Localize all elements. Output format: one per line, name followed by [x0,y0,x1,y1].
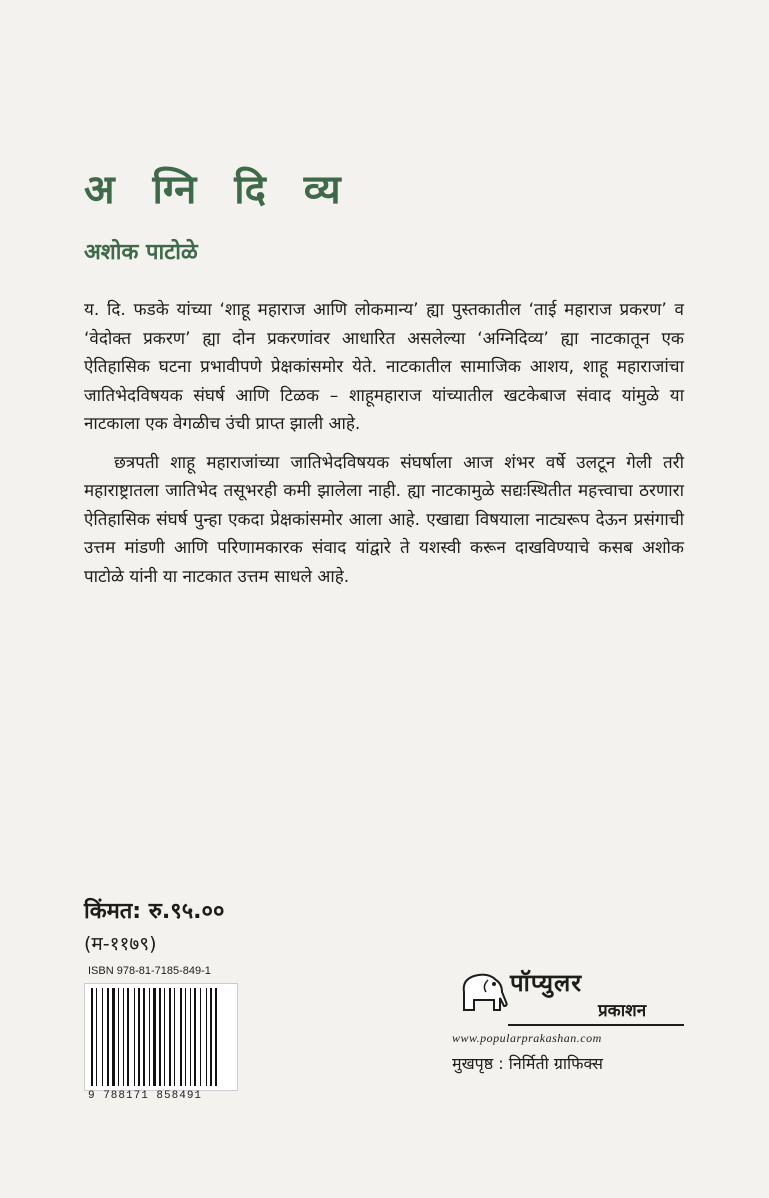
publisher-subname: प्रकाशन [598,1001,647,1021]
blurb-paragraph-2: छत्रपती शाहू महाराजांच्या जातिभेदविषयक संघर्षाला आज शंभर वर्षे उलटून गेली तरी महाराष्ट्रातला जातिभेद तसूभरही कमी झालेला नाही. ह्या नाटकामुळे सद्यःस्थितीत महत्त्वाचा ठरणारा ऐतिहासिक संघर्ष पुन्हा एकदा प्रेक्षकांसमोर आला आहे. एखाद्या विषयाला नाट्यरूप देऊन प्रसंगाची उत्तम मांडणी आणि परिणामकारक संवाद यांद्वारे ते यशस्वी करून दाखविण्याचे कसब अशोक पाटोळे यांनी या नाटकात उत्तम साधले आहे. [84,452,684,587]
barcode [84,983,238,1091]
publisher-url: www.popularprakashan.com [452,1031,602,1045]
barcode-bar [164,988,165,1086]
barcode-bar [153,988,156,1086]
barcode-digits: 9 788171 858491 [88,1090,203,1102]
barcode-bar [107,988,109,1086]
publisher-divider [508,1024,684,1026]
barcode-bar [112,988,115,1086]
barcode-bar [174,988,175,1086]
barcode-bar [169,988,171,1086]
book-author: अशोक पाटोळे [84,240,198,265]
barcode-bar [159,988,161,1086]
barcode-bar [194,988,196,1086]
barcode-bar [134,988,135,1086]
elephant-icon [452,962,512,1022]
blurb-paragraph-1: य. दि. फडके यांच्या ‘शाहू महाराज आणि लोकमान्य’ ह्या पुस्तकातील ‘ताई महाराज प्रकरण’ व ‘वेदोक्त प्रकरण’ ह्या दोन प्रकरणांवर आधारित असलेल्या ‘अग्निदिव्य’ ह्या नाटकातून एक ऐतिहासिक घटना प्रभावीपणे प्रेक्षकांसमोर येते. नाटकातील सामाजिक आशय, शाहू महाराजांचा जातिभेदविषयक संघर्ष आणि टिळक – शाहूमहाराज यांच्यातील खटकेबाज संवाद यांमुळे या नाटकाला एक वेगळीच उंची प्राप्त झाली आहे. [84,300,684,434]
barcode-bar [96,988,97,1086]
barcode-bar [143,988,145,1086]
barcode-bar [180,988,182,1086]
barcode-bar [91,988,93,1086]
catalog-code: (म-११७९) [84,933,157,955]
barcode-bar [118,988,119,1086]
book-title: अ ग्नि दि व्य [84,167,353,213]
barcode-bar [215,988,217,1086]
blurb [84,296,684,601]
price-label: किंमत: रु.९५.०० [84,899,225,924]
barcode-bar [123,988,124,1086]
publisher-name: पॉप्युलर [510,969,583,997]
isbn-label: ISBN 978-81-7185-849-1 [88,965,211,977]
barcode-bar [138,988,140,1086]
barcode-bar [206,988,207,1086]
barcode-bar [210,988,212,1086]
barcode-bar [185,988,186,1086]
barcode-bar [200,988,201,1086]
barcode-bar [190,988,191,1086]
barcode-bar [127,988,129,1086]
cover-credit: मुखपृष्ठ : निर्मिती ग्राफिक्स [452,1054,603,1073]
barcode-bars [85,984,237,1090]
barcode-bar [149,988,150,1086]
barcode-bar [102,988,103,1086]
